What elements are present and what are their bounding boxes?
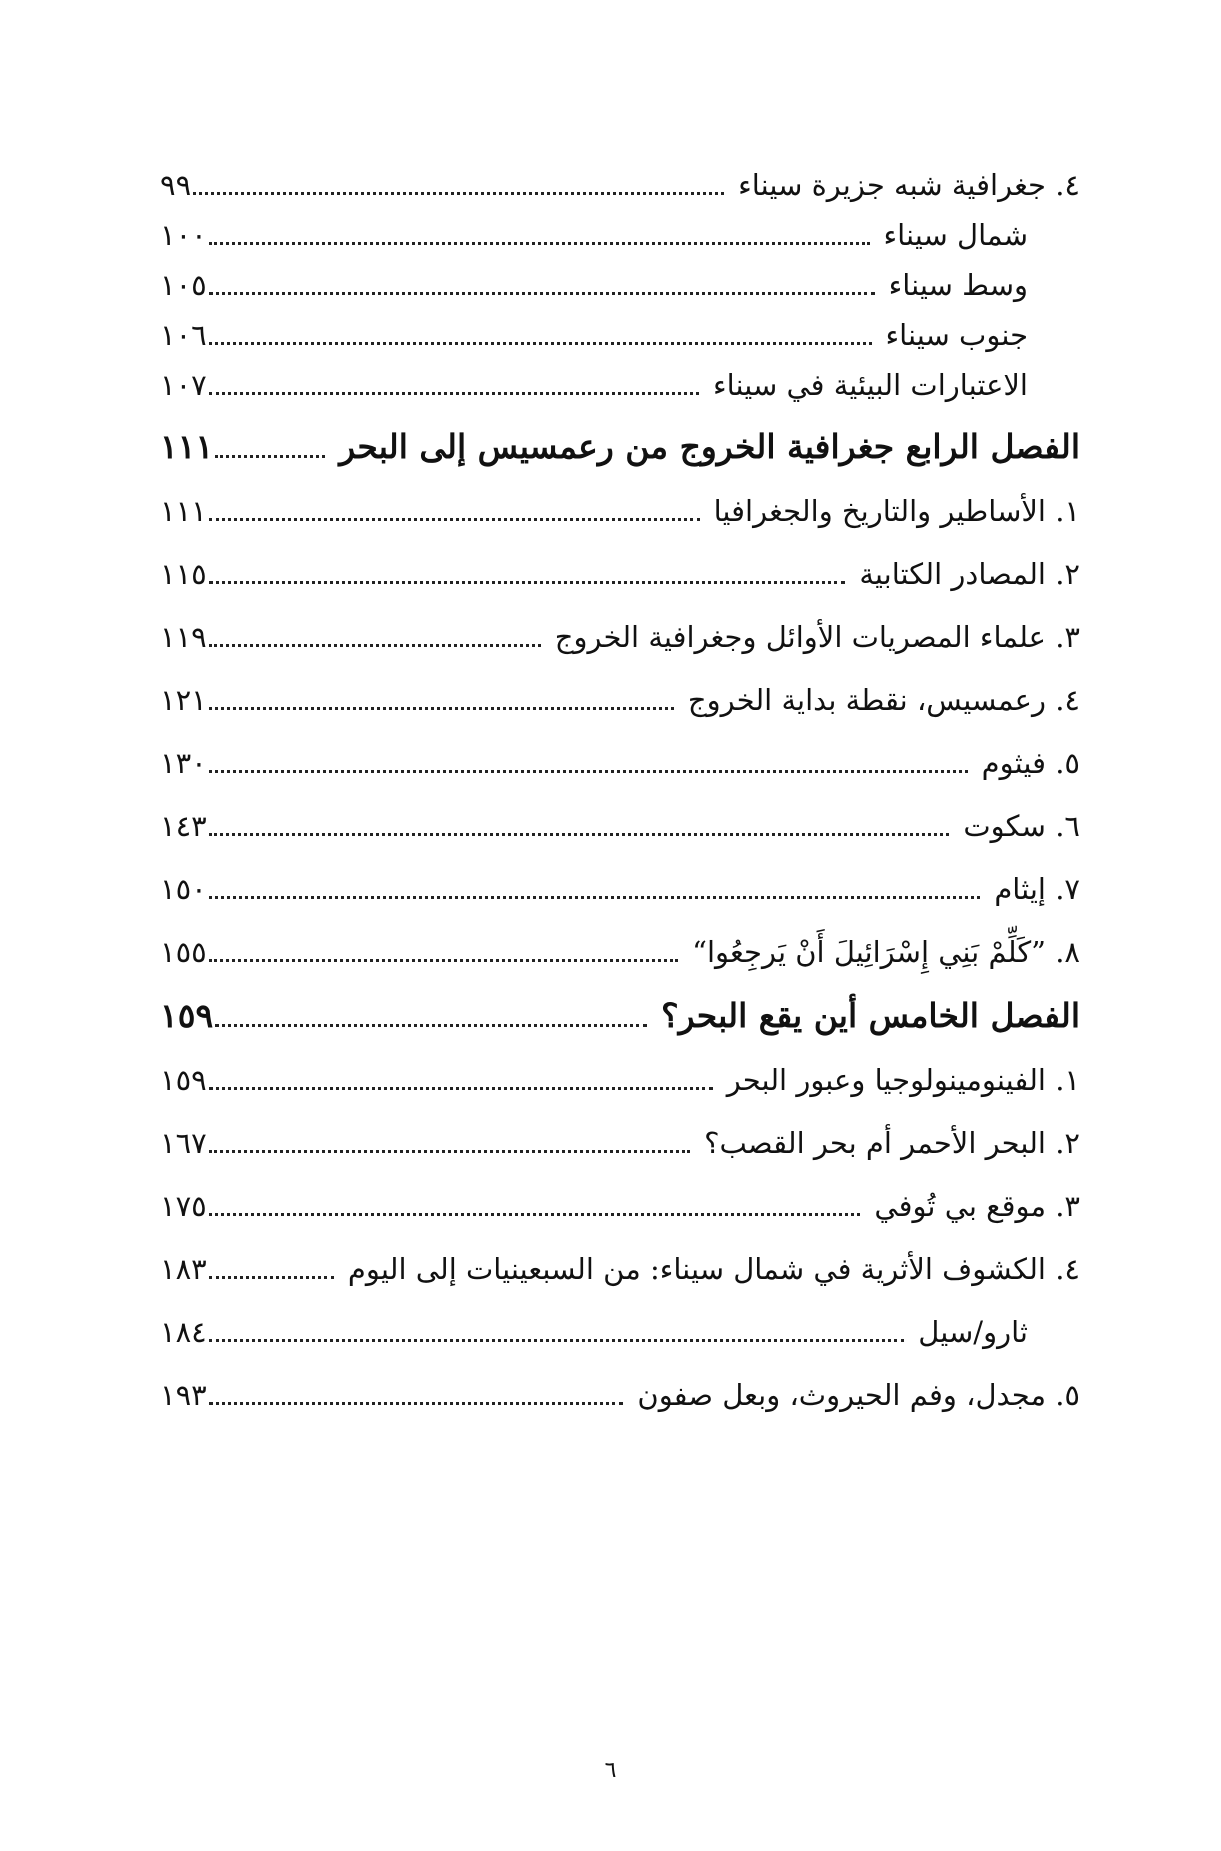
toc-entry-label: ٤. جغرافية شبه جزيرة سيناء [738,168,1080,202]
dot-leader [209,581,846,584]
toc-entry [160,1126,1080,1161]
toc-entry-page: ١٤٣ [160,809,207,843]
toc-entry-page: ١٣٠ [160,746,207,780]
dot-leader [209,644,541,647]
toc-entry-page: ١٥٩ [160,1063,207,1097]
toc-entry [160,1378,1080,1413]
toc-entry-label: ثارو/سيل [918,1315,1028,1349]
dot-leader [209,1087,713,1090]
toc-entry [160,1252,1080,1287]
dot-leader [215,1024,647,1027]
toc-entry-page: ١٢١ [160,683,207,717]
toc-entry-label: الاعتبارات البيئية في سيناء [712,368,1028,402]
toc-entry-label: ٤. الكشوف الأثرية في شمال سيناء: من السبعينيات إلى اليوم [347,1252,1080,1286]
toc-entry-label: وسط سيناء [888,268,1028,302]
toc-entry-page: ١٠٥ [160,268,207,302]
toc-entry [160,1189,1080,1224]
dot-leader [209,707,674,710]
dot-leader [215,455,325,458]
toc-entry-label: شمال سيناء [883,218,1028,252]
toc-entry [160,746,1080,781]
toc-entry-label: الفصل الرابع جغرافية الخروج من رعمسيس إلى البحر [339,427,1080,466]
dot-leader [209,1150,690,1153]
dot-leader [209,1339,905,1342]
toc-entry-label: ٢. المصادر الكتابية [859,557,1080,591]
toc-entry-label: ٧. إيثام [994,872,1080,906]
toc-entry [160,368,1080,403]
toc-entry [160,1063,1080,1098]
toc-entry-label: الفصل الخامس أين يقع البحر؟ [661,996,1080,1035]
toc-entry [160,1315,1080,1350]
dot-leader [209,342,872,345]
dot-leader [193,192,724,195]
toc-entry-page: ١٨٤ [160,1315,207,1349]
dot-leader [209,896,981,899]
toc-entry [160,872,1080,907]
toc-entry-page: ١٥٥ [160,935,207,969]
toc-entry [160,557,1080,592]
toc-entry-label: جنوب سيناء [885,318,1028,352]
toc-entry-page: ١٩٣ [160,1378,207,1412]
dot-leader [209,292,875,295]
toc-entry [160,935,1080,970]
toc-entry [160,683,1080,718]
toc-entry-page: ١١٩ [160,620,207,654]
toc-entry [160,268,1080,303]
toc-entry [160,620,1080,655]
toc-entry-label: ٨. ”كَلِّمْ بَنِي إِسْرَائِيلَ أَنْ يَرجِعُوا“ [692,935,1080,969]
dot-leader [209,1276,334,1279]
table-of-contents [160,168,1080,1413]
toc-entry-label: ١. الفينومينولوجيا وعبور البحر [726,1063,1080,1097]
toc-entry [160,494,1080,529]
toc-entry-page: ١٠٠ [160,218,207,252]
toc-entry-page: ٩٩ [160,168,192,202]
toc-entry-page: ١٨٣ [160,1252,207,1286]
dot-leader [209,518,700,521]
toc-entry-page: ١٦٧ [160,1126,207,1160]
toc-entry-page: ١٥٩ [160,996,214,1035]
toc-entry-page: ١١٥ [160,557,207,591]
toc-entry-label: ٣. علماء المصريات الأوائل وجغرافية الخروج [554,620,1080,654]
dot-leader [209,770,968,773]
toc-entry [160,168,1080,203]
toc-entry-page: ١٧٥ [160,1189,207,1223]
toc-entry-page: ١١١ [160,494,207,528]
dot-leader [209,833,950,836]
toc-entry-page: ١٥٠ [160,872,207,906]
dot-leader [209,1213,861,1216]
dot-leader [209,1402,624,1405]
dot-leader [209,242,870,245]
toc-entry [160,318,1080,353]
page-number: ٦ [604,1758,617,1783]
toc-entry-page: ١٠٦ [160,318,207,352]
toc-entry-page: ١١١ [160,427,214,466]
toc-entry-label: ٦. سكوت [963,809,1080,843]
toc-entry-label: ٤. رعمسيس، نقطة بداية الخروج [687,683,1080,717]
toc-entry-label: ٢. البحر الأحمر أم بحر القصب؟ [704,1126,1080,1160]
dot-leader [209,959,678,962]
toc-entry-label: ٣. موقع بي تُوفي [874,1189,1080,1223]
dot-leader [209,392,699,395]
toc-chapter-heading [160,996,1080,1035]
toc-entry [160,809,1080,844]
toc-entry-label: ١. الأساطير والتاريخ والجغرافيا [713,494,1080,528]
toc-entry-label: ٥. مجدل، وفم الحيروث، وبعل صفون [637,1378,1080,1412]
toc-entry [160,218,1080,253]
toc-chapter-heading [160,427,1080,466]
toc-entry-label: ٥. فيثوم [981,746,1080,780]
toc-entry-page: ١٠٧ [160,368,207,402]
